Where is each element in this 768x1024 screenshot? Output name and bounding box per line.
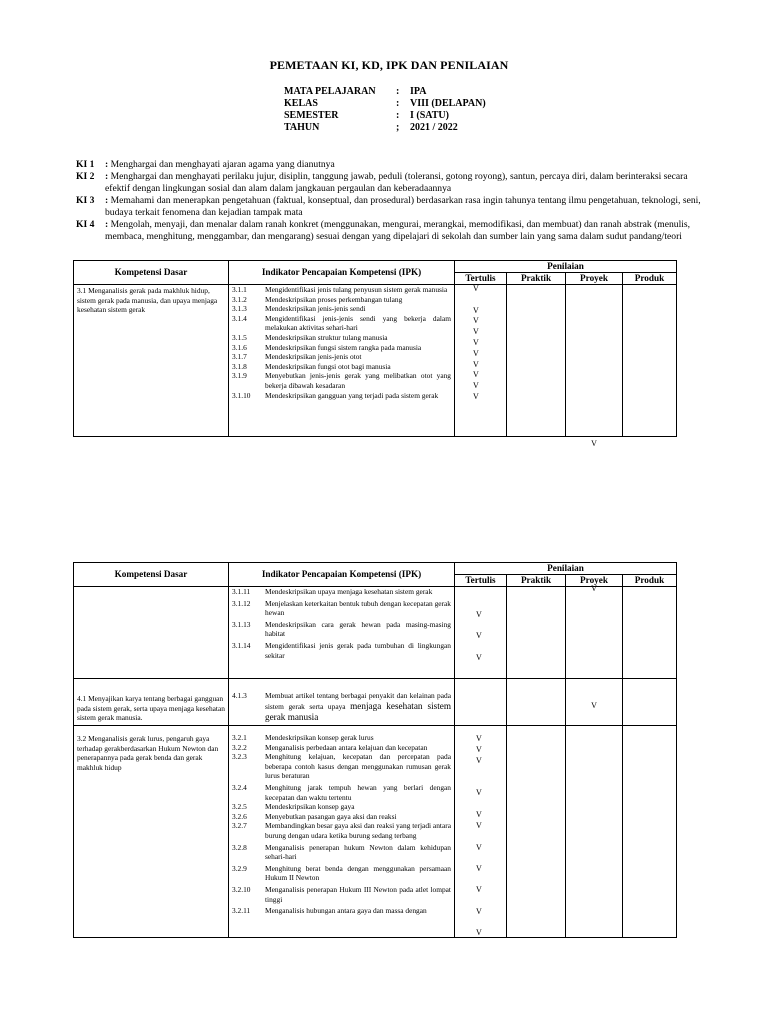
ipk-item: 3.1.4 Mengidentifikasi jenis-jenis sendi yang bekerja dalam melakukan aktivitas sehari-hari (232, 313, 451, 333)
header-praktik: Praktik (507, 575, 566, 587)
check-mark: V (476, 928, 482, 937)
check-mark: V (473, 348, 479, 358)
meta-row-year (284, 122, 486, 134)
ipk-item: 3.2.5 Mendeskripsikan konsep gaya (232, 802, 355, 812)
ipk-cell (229, 587, 455, 679)
check-mark: V (476, 653, 482, 662)
check-mark: V (473, 305, 479, 315)
ipk-item: 3.1.12 Menjelaskan keterkaitan bentuk tubuh dengan kecepatan gerak hewan (232, 598, 451, 618)
header-tertulis: Tertulis (455, 575, 507, 587)
header-kd: Kompetensi Dasar (74, 563, 229, 587)
check-mark: V (473, 316, 479, 326)
ipk-item: 3.1.7 Mendeskripsikan jenis-jenis otot (232, 352, 362, 362)
meta-row-subject (284, 86, 486, 98)
check-mark: V (473, 370, 479, 380)
header-produk: Produk (623, 575, 677, 587)
core-competencies (76, 159, 706, 243)
header-proyek: Proyek (566, 273, 623, 285)
header-tertulis: Tertulis (455, 273, 507, 285)
check-mark: V (476, 734, 482, 743)
header-proyek: Proyek (566, 575, 623, 587)
table-row (74, 679, 677, 726)
ipk-item: 3.1.3 Mendeskripsikan jenis-jenis sendi (232, 304, 366, 314)
kd-cell: 3.2 Menganalisis gerak lurus, pengaruh gaya terhadap gerakberdasarkan Hukum Newton dan penerapannya pada gerak benda dan gerak makhluk hidup (74, 726, 229, 938)
meta-label: TAHUN (284, 122, 320, 133)
ki-label: KI 1 (76, 159, 95, 170)
ipk-item: 3.2.11 Menganalisis hubungan antara gaya dan massa dengan (232, 906, 427, 916)
ipk-item: 3.1.5 Mendeskripsikan struktur tulang manusia (232, 332, 388, 342)
ipk-item: 3.2.10 Menganalisis penerapan Hukum III Newton pada atlet lompat tinggi (232, 884, 451, 904)
tertulis-cell (455, 285, 507, 437)
ki-item (76, 219, 706, 243)
ipk-item: 4.1.3 Membuat artikel tentang berbagai penyakit dan kelainan pada sistem gerak serta upaya menjaga kesehatan sistem gerak manusia (232, 691, 451, 722)
subject-info (284, 86, 486, 134)
table-row (74, 587, 677, 679)
meta-colon: : (396, 110, 400, 121)
meta-row-class (284, 98, 486, 110)
kd-cell (74, 587, 229, 679)
check-mark: V (476, 885, 482, 894)
ipk-cell (229, 679, 455, 726)
ipk-item: 3.1.11 Mendeskripsikan upaya menjaga kesehatan sistem gerak (232, 587, 433, 596)
proyek-cell (566, 726, 623, 938)
check-mark: V (591, 584, 597, 593)
check-mark: V (476, 756, 482, 765)
header-kd: Kompetensi Dasar (74, 261, 229, 285)
check-mark: V (473, 391, 479, 401)
table-row (74, 726, 677, 938)
produk-cell (623, 726, 677, 938)
header-ipk: Indikator Pencapaian Kompetensi (IPK) (229, 563, 455, 587)
check-mark: V (591, 439, 597, 448)
ipk-item: 3.1.1 Mengidentifikasi jenis tulang penyusun sistem gerak manusia (232, 285, 448, 294)
praktik-cell (507, 679, 566, 726)
check-mark: V (473, 381, 479, 391)
ipk-item: 3.1.6 Mendeskripsikan fungsi sistem rangka pada manusia (232, 342, 422, 352)
meta-colon: ; (396, 122, 400, 133)
check-mark: V (476, 631, 482, 640)
meta-colon: : (396, 86, 400, 97)
ki-item (76, 159, 706, 171)
check-mark: V (476, 843, 482, 852)
proyek-cell (566, 584, 623, 679)
check-mark: V (476, 821, 482, 830)
ipk-item: 3.2.6 Menyebutkan pasangan gaya aksi dan reaksi (232, 811, 397, 821)
ipk-item: 3.1.8 Mendeskripsikan fungsi otot bagi manusia (232, 361, 391, 371)
proyek-cell (566, 285, 623, 448)
meta-label: MATA PELAJARAN (284, 86, 376, 97)
produk-cell (623, 679, 677, 726)
ki-label: KI 2 (76, 171, 95, 182)
ipk-item: 3.2.4 Menghitung jarak tempuh hewan yang berlari dengan kecepatan dan waktu tertentu (232, 782, 451, 802)
header-produk: Produk (623, 273, 677, 285)
meta-value: VIII (DELAPAN) (410, 98, 486, 109)
produk-cell (623, 587, 677, 679)
check-mark: V (591, 701, 597, 710)
check-mark: V (476, 864, 482, 873)
ipk-item: 3.2.2 Menganalisis perbedaan antara kelajuan dan kecepatan (232, 742, 428, 752)
ki-colon: : (105, 159, 109, 170)
mapping-table-1 (73, 260, 677, 448)
ipk-item: 3.1.9 Menyebutkan jenis-jenis gerak yang melibatkan otot yang bekerja dibawah kesadaran (232, 371, 451, 390)
meta-value: 2021 / 2022 (410, 122, 458, 133)
ki-item (76, 195, 706, 219)
ipk-item: 3.1.13 Mendeskripsikan cara gerak hewan pada masing-masing habitat (232, 619, 451, 639)
ki-text: Mengolah, menyaji, dan menalar dalam ranah konkret (menggunakan, mengurai, merangkai, memodifikasi, dan membuat) dan ranah abstrak (menulis, membaca, menghitung, menggambar, dan mengarang) sesuai dengan yang dipelajari di sekolah dan sumber lain yang sama dalam sudut pandang/teori (105, 219, 691, 242)
check-mark: V (476, 810, 482, 819)
meta-value: IPA (410, 86, 427, 97)
ipk-cell (229, 285, 455, 437)
check-mark: V (473, 284, 479, 293)
ki-text: Memahami dan menerapkan pengetahuan (faktual, konseptual, dan prosedural) berdasarkan rasa ingin tahunya tentang ilmu pengetahuan, teknologi, seni, budaya terkait fenomena dan kejadian tampak mata (105, 195, 701, 218)
praktik-cell (507, 587, 566, 679)
check-mark: V (476, 788, 482, 797)
meta-value: I (SATU) (410, 110, 449, 121)
header-ipk: Indikator Pencapaian Kompetensi (IPK) (229, 261, 455, 285)
page-title: PEMETAAN KI, KD, IPK DAN PENILAIAN (269, 58, 509, 72)
ipk-cell (229, 726, 455, 938)
meta-label: KELAS (284, 98, 318, 109)
check-mark: V (476, 610, 482, 619)
check-mark: V (473, 359, 479, 369)
tertulis-cell (455, 726, 507, 938)
ki-label: KI 4 (76, 219, 95, 230)
ipk-item: 3.2.8 Menganalisis penerapan hukum Newton dalam kehidupan sehari-hari (232, 842, 451, 862)
tertulis-cell (455, 587, 507, 679)
ipk-item: 3.2.1 Mendeskripsikan konsep gerak lurus (232, 733, 374, 742)
check-mark: V (476, 907, 482, 916)
kd-cell: 4.1 Menyajikan karya tentang berbagai gangguan pada sistem gerak, serta upaya menjaga kesehatan sistem gerak manusia. (74, 679, 229, 726)
tertulis-cell (455, 679, 507, 726)
check-mark: V (476, 745, 482, 754)
ipk-item: 3.1.2 Mendeskripsikan proses perkembangan tulang (232, 294, 403, 304)
ipk-item: 3.2.7 Membandingkan besar gaya aksi dan reaksi yang terjadi antara burung dengan udara ketika burung sedang terbang (232, 821, 451, 840)
table-row (74, 285, 677, 437)
check-mark: V (473, 337, 479, 347)
ipk-item: 3.1.14 Mengidentifikasi jenis gerak pada tumbuhan di lingkungan sekitar (232, 640, 451, 660)
mapping-table-2 (73, 562, 677, 938)
header-penilaian: Penilaian (455, 261, 677, 273)
meta-colon: : (396, 98, 400, 109)
ki-item (76, 171, 706, 195)
meta-label: SEMESTER (284, 110, 339, 121)
proyek-cell (566, 679, 623, 726)
ki-text: Menghargai dan menghayati ajaran agama yang dianutnya (110, 159, 335, 170)
header-praktik: Praktik (507, 273, 566, 285)
check-mark: V (473, 327, 479, 337)
header-penilaian: Penilaian (455, 563, 677, 575)
ki-text: Menghargai dan menghayati perilaku jujur, disiplin, tanggung jawab, peduli (toleransi, gotong royong), santun, percaya diri, dalam berinteraksi secara efektif dengan lingkungan sosial dan alam dalam jangkauan pergaulan dan keberadaannya (105, 171, 688, 194)
ki-colon: : (105, 219, 109, 230)
praktik-cell (507, 726, 566, 938)
ki-label: KI 3 (76, 195, 95, 206)
ki-colon: : (105, 171, 109, 182)
kd-cell: 3.1 Menganalisis gerak pada makhluk hidup, sistem gerak pada manusia, dan upaya menjaga kesehatan sistem gerak (74, 285, 229, 437)
meta-row-semester (284, 110, 486, 122)
ipk-item: 3.2.3 Menghitung kelajuan, kecepatan dan percepatan pada beberapa contoh kasus dengan menggunakan rumusan gerak lurus beraturan (232, 752, 451, 781)
praktik-cell (507, 285, 566, 437)
ipk-item: 3.2.9 Menghitung berat benda dengan menggunakan persamaan Hukum II Newton (232, 863, 451, 883)
ipk-item: 3.1.10 Mendeskripsikan gangguan yang terjadi pada sistem gerak (232, 390, 439, 400)
produk-cell (623, 285, 677, 437)
ki-colon: : (105, 195, 109, 206)
